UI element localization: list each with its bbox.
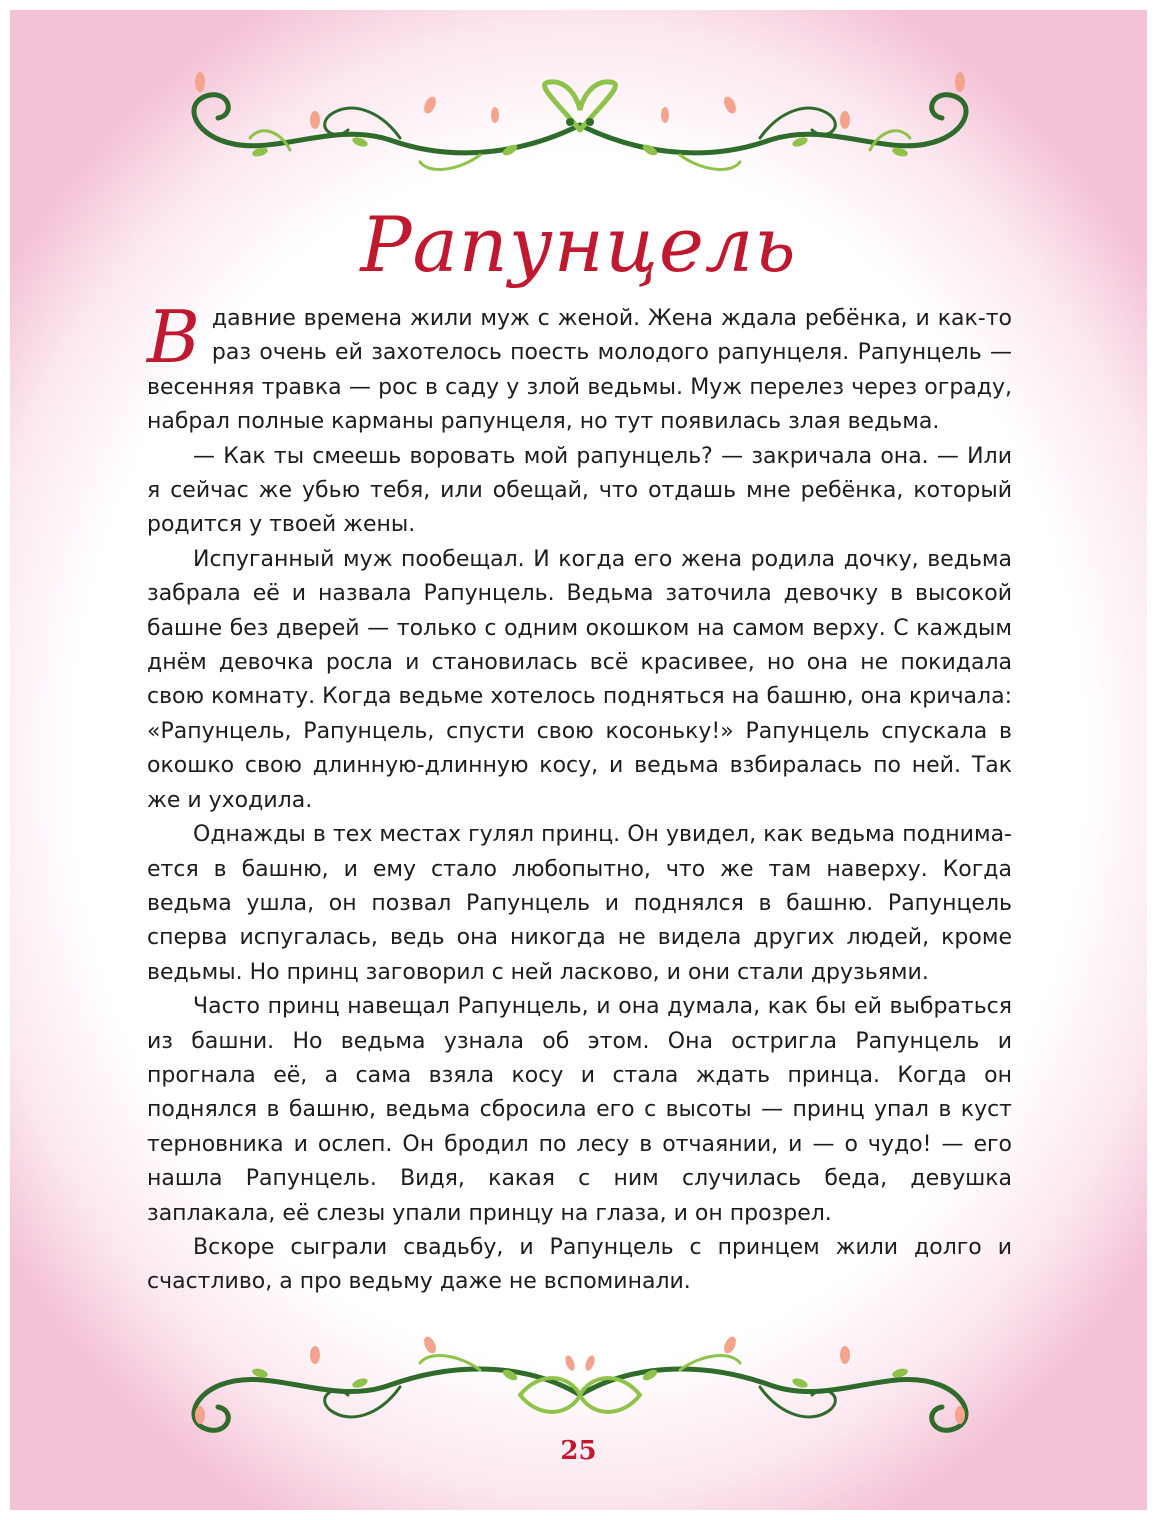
paragraph-1-text: давние времена жили муж с женой. Жена ждала ребёнка, и как-то раз очень ей захотелось поесть молодого рапунцеля. Рапунцель — весенняя травка — рос в саду у злой ведьмы. Муж перелез через ограду, набрал полные карманы рапунцеля, но тут появилась злая ведьма. (147, 306, 1012, 435)
paragraph-6: Вскоре сыграли свадьбу, и Рапунцель с принцем жили долго и счастливо, а про ведьму даже не вспоминали. (147, 1234, 1012, 1295)
page-number: 25 (560, 1436, 597, 1466)
story-title: Рапунцель (360, 200, 797, 289)
vine-ornament-top (100, 70, 1060, 190)
paragraph-4: Однажды в тех местах гулял принц. Он увидел, как ведьма поднимается в башню, и ему стало любопытно, что же там наверху. Когда ведьма ушла, он позвал Рапунцель и поднялся в башню. Рапунцель сперва испугалась, ведь она никогда не видела других людей, кроме ведьмы. Но принц заговорил с ней ласково, и они стали друзьями. (147, 822, 1012, 985)
paragraph-3: Испуганный муж пообещал. И когда его жена родила дочку, ведьма забрала её и назвала Рапунцель. Ведьма заточила девочку в высокой башне без дверей — только с одним окошком на самом верху. С каждым днём девочка росла и становилась всё красивее, но она не покидала свою комнату. Когда ведьме хотелось подняться на башню, она кричала: «Рапунцель, Рапунцель, спусти свою косоньку!» Рапунцель спускала в окошко свою длинную-длинную косу, и ведьма взбиралась по ней. Так же и уходила. (147, 546, 1012, 813)
story-text (147, 295, 1012, 1300)
paragraph-1 (147, 295, 1012, 440)
paragraph-2: — Как ты смеешь воровать мой рапунцель? — закричала она. — Или я сейчас же убью тебя, или обещай, что отдашь мне ребёнка, который родится у твоей жены. (147, 443, 1012, 538)
drop-cap: В (147, 295, 200, 379)
paragraph-5: Часто принц навещал Рапунцель, и она думала, как бы ей выбраться из башни. Но ведьма узнала об этом. Она остригла Рапунцель и прогнала её, а сама взяла косу и стала ждать принца. Когда он поднялся в башню, ведьма сбросила его с высоты — принц упал в куст терновника и ослеп. Он бродил по лесу в отчаянии, и — о чудо! — его нашла Рапунцель. Видя, какая с ним случилась беда, девушка заплакала, её слезы упали принцу на глаза, и он прозрел. (147, 994, 1012, 1226)
book-page (10, 10, 1147, 1510)
